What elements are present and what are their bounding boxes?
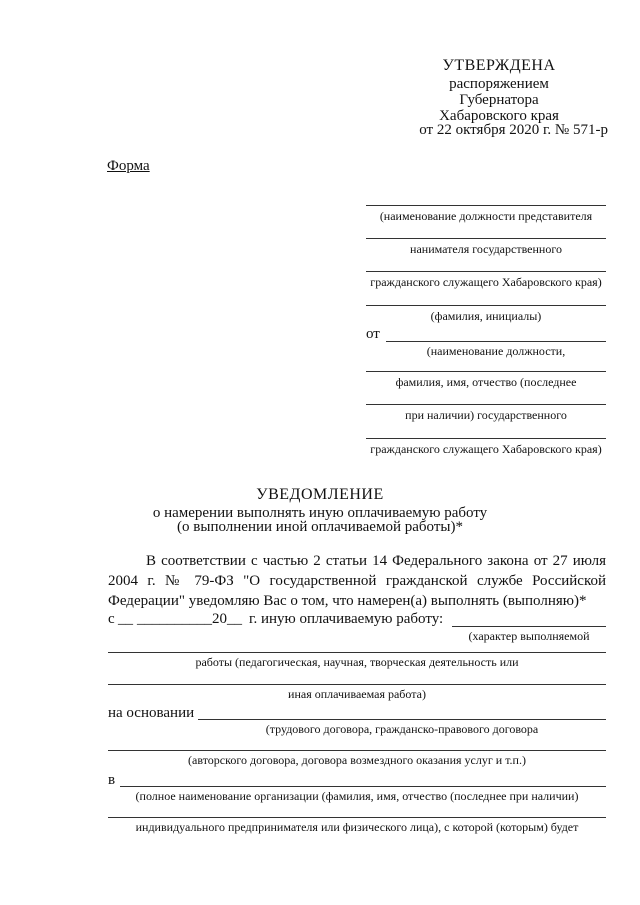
field-caption: нанимателя государственного <box>410 242 562 256</box>
document-title: УВЕДОМЛЕНИЕ <box>256 486 384 503</box>
from-label: от <box>366 326 380 342</box>
field-line <box>366 238 606 239</box>
field-line <box>198 719 606 720</box>
field-caption: (наименование должности, <box>426 344 566 358</box>
approval-line: Хабаровского края <box>439 108 559 124</box>
document-subtitle: о намерении выполнять иную оплачиваемую работу <box>152 505 488 521</box>
field-line <box>120 786 606 787</box>
field-caption: работы (педагогическая, научная, творческая деятельность или <box>195 655 519 669</box>
field-caption: индивидуального предпринимателя или физического лица), с которой (которым) будет <box>135 820 579 834</box>
approval-date: от 22 октября 2020 г. № 571-р <box>419 122 608 138</box>
field-line <box>366 371 606 372</box>
field-caption: гражданского служащего Хабаровского края) <box>370 442 602 456</box>
field-caption: гражданского служащего Хабаровского края) <box>370 275 602 289</box>
field-line <box>386 341 606 342</box>
approval-heading: УТВЕРЖДЕНА <box>442 57 556 74</box>
approval-line: Губернатора <box>459 92 539 108</box>
field-line <box>108 817 606 818</box>
field-caption: (наименование должности представителя <box>379 209 593 223</box>
date-month-blank: __________ <box>137 611 212 627</box>
form-label: Форма <box>107 158 150 174</box>
field-line <box>108 652 606 653</box>
field-line <box>108 684 606 685</box>
field-line <box>366 271 606 272</box>
document-subtitle: (о выполнении иной оплачиваемой работы)* <box>177 519 463 535</box>
date-suffix: г. иную оплачиваемую работу: <box>249 611 444 627</box>
date-day-blank: __ <box>118 611 133 627</box>
field-line <box>366 305 606 306</box>
body-paragraph: В соответствии с частью 2 статьи 14 Федерального закона от 27 июля 2004 г. № 79-ФЗ "О государственной гражданской службе Российской Федерации" уведомляю Вас о том, что намерен(а) выполнять (выполняю)* <box>108 553 606 609</box>
field-caption: (полное наименование организации (фамилия, имя, отчество (последнее при наличии) <box>135 789 579 803</box>
field-caption: фамилия, имя, отчество (последнее <box>395 375 577 389</box>
field-line <box>108 750 606 751</box>
date-year-blank: 20__ <box>212 611 242 627</box>
field-caption: (трудового договора, гражданско-правового договора <box>265 722 539 736</box>
field-line <box>366 404 606 405</box>
field-caption: иная оплачиваемая работа) <box>288 687 426 701</box>
in-label: в <box>108 772 116 788</box>
field-caption: (авторского договора, договора возмездного оказания услуг и т.п.) <box>188 753 526 767</box>
field-line <box>366 438 606 439</box>
approval-block <box>394 57 608 138</box>
field-caption: при наличии) государственного <box>405 408 567 422</box>
field-line <box>452 626 606 627</box>
field-caption: (фамилия, инициалы) <box>430 309 542 323</box>
field-caption: (характер выполняемой <box>468 629 590 643</box>
basis-label: на основании <box>108 705 195 721</box>
date-prefix: с <box>108 611 115 627</box>
field-line <box>366 205 606 206</box>
approval-line: распоряжением <box>449 76 549 92</box>
